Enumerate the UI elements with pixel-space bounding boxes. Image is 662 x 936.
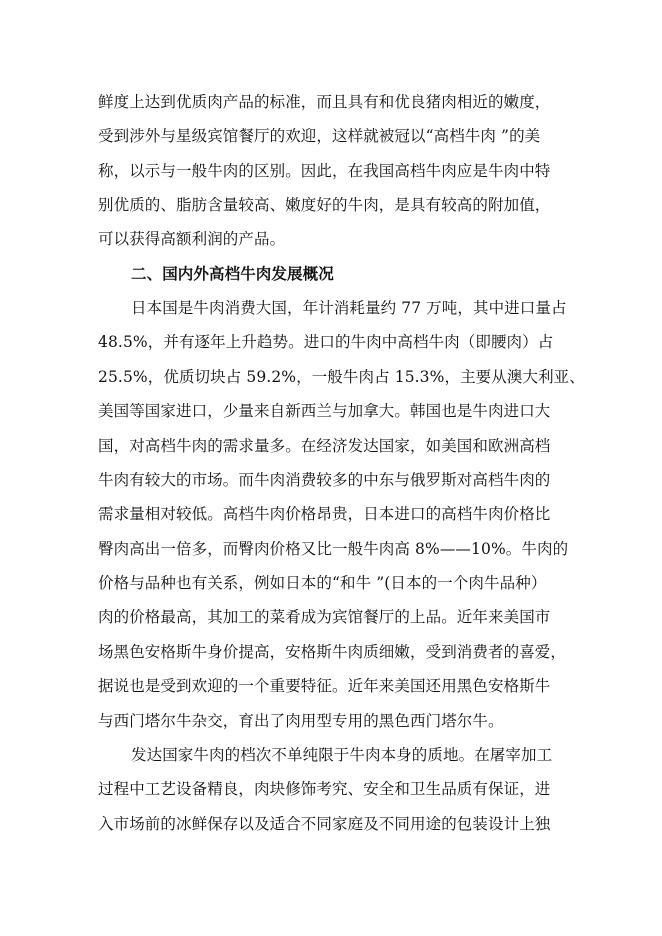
section-heading: 二、国内外高档牛肉发展概况: [131, 265, 334, 283]
text-line: 鲜度上达到优质肉产品的标准，而且具有和优良猪肉相近的嫩度，: [98, 93, 551, 111]
text-line: 48.5%，并有逐年上升趋势。进口的牛肉中高档牛肉（即腰肉）占: [98, 333, 554, 351]
text-line: 日本国是牛肉消费大国，年计消耗量约 77 万吨，其中进口量占: [131, 299, 567, 317]
text-line: 可以获得高额利润的产品。: [98, 230, 286, 248]
text-line: 美国等国家进口，少量来自新西兰与加拿大。韩国也是牛肉进口大: [98, 402, 551, 420]
text-line: 入市场前的冰鲜保存以及适合不同家庭及不同用途的包装设计上独: [98, 815, 551, 833]
text-line: 牛肉有较大的市场。而牛肉消费较多的中东与俄罗斯对高档牛肉的: [98, 471, 551, 489]
text-line: 25.5%，优质切块占 59.2%，一般牛肉占 15.3%，主要从澳大利亚、: [98, 368, 585, 386]
text-line: 发达国家牛肉的档次不单纯限于牛肉本身的质地。在屠宰加工: [131, 746, 553, 764]
text-line: 肉的价格最高，其加工的菜肴成为宾馆餐厅的上品。近年来美国市: [98, 608, 551, 626]
text-line: 称，以示与一般牛肉的区别。因此，在我国高档牛肉应是牛肉中特: [98, 162, 551, 180]
text-line: 需求量相对较低。高档牛肉价格昂贵，日本进口的高档牛肉价格比: [98, 505, 551, 523]
text-line: 臀肉高出一倍多，而臀肉价格又比一般牛肉高 8%——10%。牛肉的: [98, 540, 569, 558]
text-line: 场黑色安格斯牛身价提高，安格斯牛肉质细嫩，受到消费者的喜爱，: [98, 643, 567, 661]
text-line: 过程中工艺设备精良，肉块修饰考究、安全和卫生品质有保证，进: [98, 780, 551, 798]
text-line: 国，对高档牛肉的需求量多。在经济发达国家，如美国和欧洲高档: [98, 437, 551, 455]
text-line: 受到涉外与星级宾馆餐厅的欢迎，这样就被冠以“高档牛肉 ”的美: [98, 127, 541, 145]
text-line: 别优质的、脂肪含量较高、嫩度好的牛肉，是具有较高的附加值，: [98, 196, 551, 214]
text-line: 据说也是受到欢迎的一个重要特征。近年来美国还用黑色安格斯牛: [98, 677, 551, 695]
text-line: 与西门塔尔牛杂交，育出了肉用型专用的黑色西门塔尔牛。: [98, 712, 504, 730]
text-line: 价格与品种也有关系，例如日本的“和牛 ”(日本的一个肉牛品种）: [98, 574, 547, 592]
